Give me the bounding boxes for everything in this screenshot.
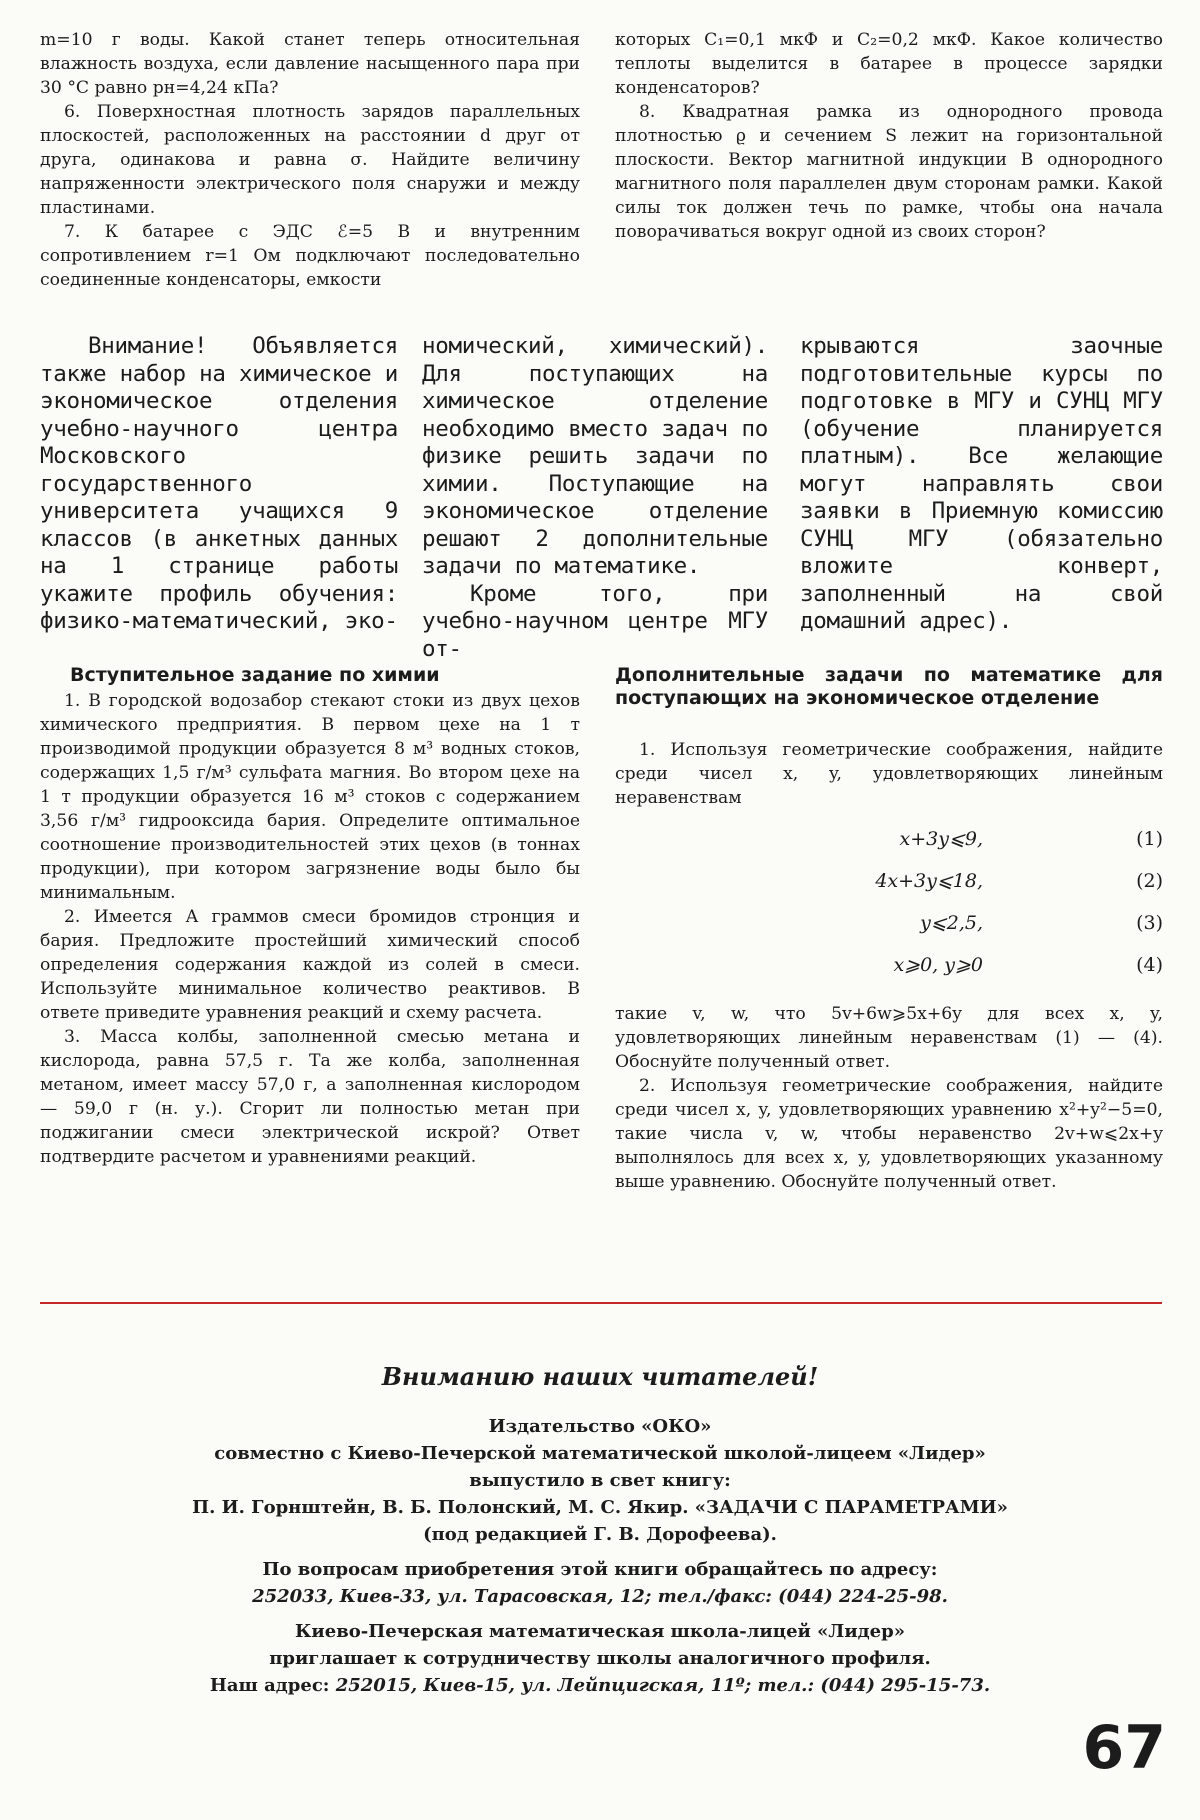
notice-address-value: 252015, Киев-15, ул. Лейпцигская, 11º; тел.: (044) 295-15-73. xyxy=(335,1675,991,1696)
notice-line: приглашает к сотрудничеству школы аналогичного профиля. xyxy=(269,1648,931,1669)
top-left-column xyxy=(40,28,580,292)
page-number: 67 xyxy=(1082,1713,1166,1783)
math-problem-1: 1. Используя геометрические соображения, найдите среди чисел x, y, удовлетворяющих линейным неравенствам xyxy=(615,740,1163,808)
inequality-row xyxy=(615,862,1163,904)
chemistry-title: Вступительное задание по химии xyxy=(70,664,440,686)
physics-problem-7: 7. К батарее с ЭДС ℰ=5 В и внутренним сопротивлением r=1 Ом подключают последовательно соединенные конденсаторы, емкости xyxy=(40,222,580,290)
inequality-number: (4) xyxy=(1136,954,1163,976)
chemistry-problem-3: 3. Масса колбы, заполненной смесью метана и кислорода, равна 57,5 г. Та же колба, заполненная метаном, имеет массу 57,0 г, а заполненная кислородом — 59,0 г (н. у.). Сгорит ли полностью метан при поджигании смеси электрической искрой? Ответ подтвердите расчетом и уравнениями реакций. xyxy=(40,1027,580,1167)
notice-address-1: 252033, Киев-33, ул. Тарасовская, 12; тел./факс: (044) 224-25-98. xyxy=(252,1586,948,1607)
announcement-col-1 xyxy=(40,333,398,636)
physics-problem-7-end: которых C₁=0,1 мкФ и C₂=0,2 мкФ. Какое количество теплоты выделится в батарее в процессе зарядки конденсаторов? xyxy=(615,30,1163,98)
section-divider xyxy=(40,1302,1162,1304)
notice-block xyxy=(0,1362,1200,1699)
physics-problem-8: 8. Квадратная рамка из однородного провода плотностью ϱ и сечением S лежит на горизонтальной плоскости. Вектор магнитной индукции B однородного магнитного поля параллелен двум сторонам рамки. Какой силы ток должен течь по рамке, чтобы она начала поворачиваться вокруг одной из своих сторон? xyxy=(615,102,1163,242)
physics-problem-5-end: m=10 г воды. Какой станет теперь относительная влажность воздуха, если давление насыщенного пара при 30 °С равно pн=4,24 кПа? xyxy=(40,30,580,98)
chemistry-problem-1: 1. В городской водозабор стекают стоки из двух цехов химического предприятия. В первом цехе на 1 т производимой продукции образуется 8 м³ водных стоков, содержащих 1,5 г/м³ сульфата магния. Во втором цехе на 1 т продукции образуется 16 м³ стоков с содержанием 3,56 г/м³ гидрооксида бария. Определите оптимальное соотношение производительностей этих цехов (в тоннах продукции), при котором загрязнение воды было бы минимальным. xyxy=(40,691,580,903)
inequality-row xyxy=(615,820,1163,862)
announcement-text-2b: Кроме того, при учебно-научном центре МГУ от- xyxy=(422,580,768,662)
notice-line: Издательство «ОКО» xyxy=(488,1416,712,1437)
inequality-row xyxy=(615,904,1163,946)
inequality-expr: x⩾0, y⩾0 xyxy=(893,954,983,976)
notice-line: выпустило в свет книгу: xyxy=(469,1470,731,1491)
announcement-col-2 xyxy=(422,333,768,663)
inequality-expr: 4x+3y⩽18, xyxy=(875,870,983,892)
inequality-number: (1) xyxy=(1136,828,1163,850)
math-problem-1-end: такие v, w, что 5v+6w⩾5x+6y для всех x, y, удовлетворяющих линейным неравенствам (1) — (4). Обоснуйте полученный ответ. xyxy=(615,1004,1163,1072)
notice-title: Вниманию наших читателей! xyxy=(381,1362,819,1391)
chemistry-section xyxy=(40,664,580,1169)
inequality-expr: x+3y⩽9, xyxy=(899,828,983,850)
announcement-col-3 xyxy=(800,333,1163,636)
announcement-text-3: крываются заочные подготовительные курсы по подготовке в МГУ и СУНЦ МГУ (обучение планируется платным). Все желающие могут направлять свои заявки в Приемную комиссию СУНЦ МГУ (обязательно вложите конверт, заполненный на свой домашний адрес). xyxy=(800,333,1163,634)
inequality-number: (2) xyxy=(1136,870,1163,892)
inequality-row xyxy=(615,946,1163,988)
math-section xyxy=(615,664,1163,1194)
inequality-expr: y⩽2,5, xyxy=(920,912,983,934)
notice-address-label: Наш адрес: xyxy=(209,1675,330,1696)
notice-line: (под редакцией Г. В. Дорофеева). xyxy=(423,1524,777,1545)
top-right-column xyxy=(615,28,1163,244)
physics-problem-6: 6. Поверхностная плотность зарядов параллельных плоскостей, расположенных на расстоянии d друг от друга, одинакова и равна σ. Найдите величину напряженности электрического поля снаружи и между пластинами. xyxy=(40,102,580,218)
notice-line: П. И. Горнштейн, В. Б. Полонский, М. С. Якир. «ЗАДАЧИ С ПАРАМЕТРАМИ» xyxy=(192,1497,1008,1518)
math-problem-2: 2. Используя геометрические соображения, найдите среди чисел x, y, удовлетворяющих уравнению x²+y²−5=0, такие числа v, w, чтобы неравенство 2v+w⩽2x+y выполнялось для всех x, y, удовлетворяющих указанному выше уравнению. Обоснуйте полученный ответ. xyxy=(615,1076,1163,1192)
notice-address-2 xyxy=(0,1672,1200,1699)
inequality-system xyxy=(615,820,1163,988)
inequality-number: (3) xyxy=(1136,912,1163,934)
announcement-text-2a: номический, химический). Для поступающих на химическое отделение необходимо вместо задач по физике решить задачи по химии. Поступающие на экономическое отделение решают 2 дополнительные задачи по математике. xyxy=(422,333,768,579)
chemistry-problem-2: 2. Имеется A граммов смеси бромидов стронция и бария. Предложите простейший химический способ определения содержания каждой из солей в смеси. Используйте минимальное количество реактивов. В ответе приведите уравнения реакций и схему расчета. xyxy=(40,907,580,1023)
announcement-text-1: Внимание! Объявляется также набор на химическое и экономическое отделения учебно-научного центра Московского государственного университета учащихся 9 классов (в анкетных данных на 1 странице работы укажите профиль обучения: физико-математический, эко- xyxy=(40,333,398,634)
notice-line: По вопросам приобретения этой книги обращайтесь по адресу: xyxy=(262,1559,938,1580)
notice-line: Киево-Печерская математическая школа-лицей «Лидер» xyxy=(295,1621,905,1642)
notice-line: совместно с Киево-Печерской математической школой-лицеем «Лидер» xyxy=(214,1443,986,1464)
math-title: Дополнительные задачи по математике для поступающих на экономическое отделение xyxy=(615,664,1163,709)
